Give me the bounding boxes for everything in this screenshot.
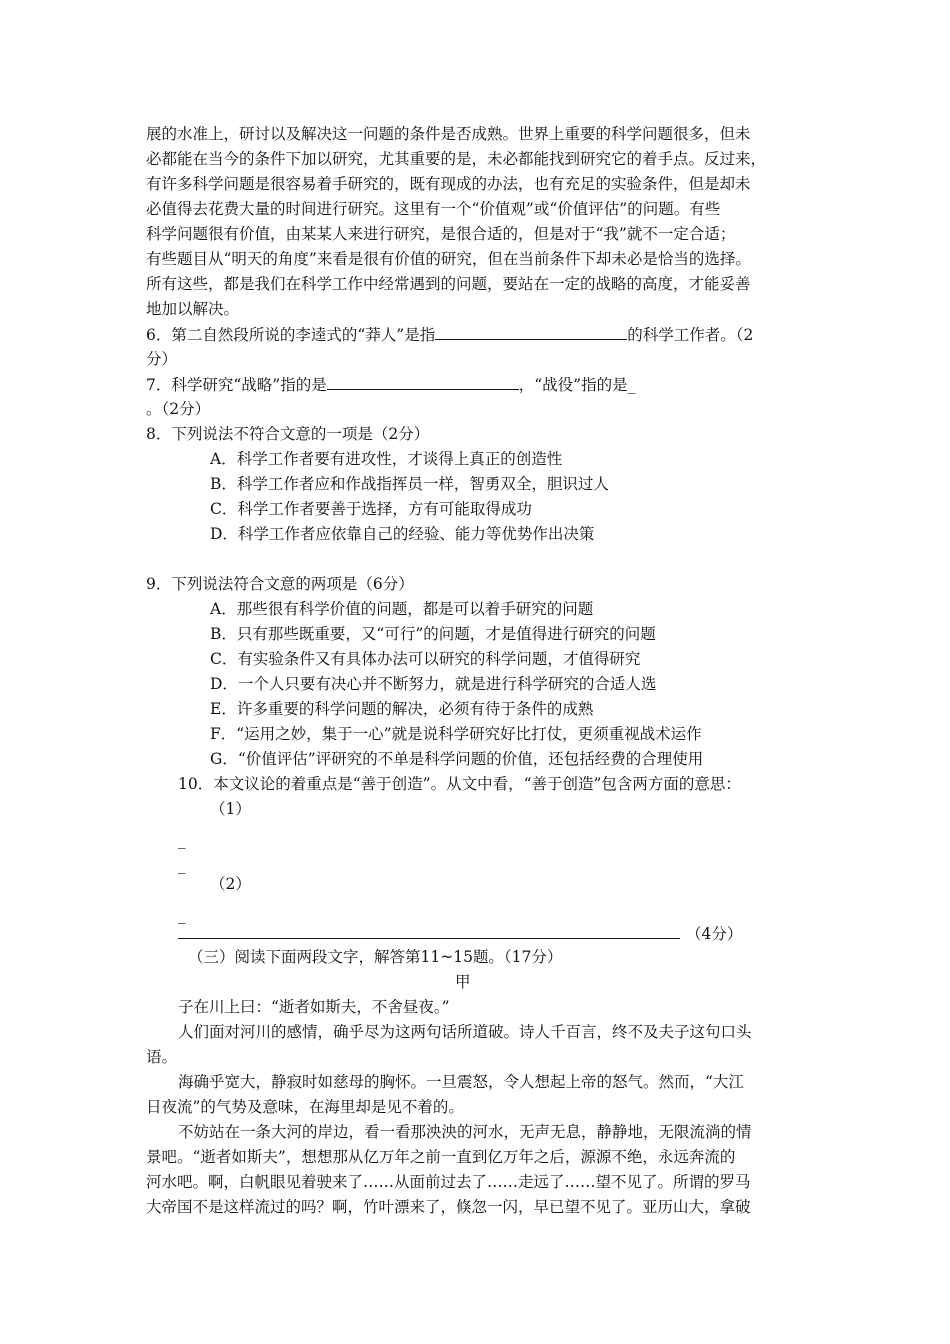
passage-line: 科学问题很有价值，由某某人来进行研究，是很合适的，但是对于“我”就不一定合适； — [146, 225, 736, 243]
question-7-continuation: 。（2分） — [146, 400, 211, 418]
option-g: G．“价值评估”评研究的不单是科学问题的价值，还包括经费的合理使用 — [210, 750, 704, 768]
question-8-stem: 8．下列说法不符合文意的一项是（2分） — [146, 425, 430, 443]
answer-line[interactable] — [178, 938, 680, 939]
question-10-score: （4分） — [686, 925, 743, 943]
passage-line: 河水吧。啊，白帆眼见着驶来了……从面前过去了……走远了……望不见了。所谓的罗马 — [146, 1173, 751, 1191]
passage-line: 所有这些，都是我们在科学工作中经常遇到的问题，要站在一定的战略的高度，才能妥善 — [146, 275, 751, 293]
option-c: C．科学工作者要善于选择，方有可能取得成功 — [210, 500, 532, 518]
passage-line: 地加以解决。 — [146, 300, 240, 318]
option-c: C．有实验条件又有具体办法可以研究的科学问题，才值得研究 — [210, 650, 641, 668]
question-7 — [146, 374, 635, 395]
question-6 — [146, 324, 753, 345]
passage-line: 人们面对河川的感情，确乎尽为这两句话所道破。诗人千百言，终不及夫子这句口头 — [178, 1023, 752, 1041]
passage-line: 子在川上曰：“逝者如斯夫，不舍昼夜。” — [178, 998, 450, 1016]
question-10-item-1: （1） — [210, 800, 251, 818]
option-a: A．那些很有科学价值的问题，都是可以着手研究的问题 — [210, 600, 594, 618]
passage-line: 有些题目从“明天的角度”来看是很有价值的研究，但在当前条件下却未必是恰当的选择。 — [146, 250, 751, 268]
option-b: B．科学工作者应和作战指挥员一样，智勇双全，胆识过人 — [210, 475, 609, 493]
answer-dash[interactable]: _ — [178, 856, 186, 874]
passage-line: 大帝国不是这样流过的吗？啊，竹叶漂来了，倏忽一闪，早已望不见了。亚历山大，拿破 — [146, 1198, 751, 1216]
section-heading: （三）阅读下面两段文字，解答第11~15题。（17分） — [188, 948, 563, 966]
passage-line: 必都能在当今的条件下加以研究，尤其重要的是，未必都能找到研究它的着手点。反过来， — [146, 150, 767, 168]
passage-line: 必值得去花费大量的时间进行研究。这里有一个“价值观”或“价值评估”的问题。有些 — [146, 200, 721, 218]
passage-line: 日夜流”的气势及意味，在海里却是见不着的。 — [146, 1098, 464, 1116]
answer-dash[interactable]: _ — [178, 906, 186, 924]
question-6-continuation: 分） — [146, 350, 178, 368]
option-e: E．许多重要的科学问题的解决，必须有待于条件的成熟 — [210, 700, 594, 718]
option-f: F．“运用之妙，集于一心”就是说科学研究好比打仗，更须重视战术运作 — [210, 725, 702, 743]
option-d: D．科学工作者应依靠自己的经验、能力等优势作出决策 — [210, 525, 595, 543]
passage-line: 语。 — [146, 1048, 178, 1066]
part-label: 甲 — [455, 973, 471, 991]
answer-blank[interactable] — [327, 374, 519, 390]
option-b: B．只有那些既重要，又“可行”的问题，才是值得进行研究的问题 — [210, 625, 656, 643]
question-6-prefix: 6．第二自然段所说的李逵式的“莽人”是指 — [146, 326, 436, 344]
question-7-middle: ，“战役”指的是_ — [518, 376, 636, 394]
passage-line: 景吧。“逝者如斯夫”，想想那从亿万年之前一直到亿万年之后，源源不绝，永远奔流的 — [146, 1148, 736, 1166]
passage-line: 展的水准上，研讨以及解决这一问题的条件是否成熟。世界上重要的科学问题很多，但未 — [146, 125, 751, 143]
question-10-stem: 10．本文议论的着重点是“善于创造”。从文中看，“善于创造”包含两方面的意思： — [178, 775, 741, 793]
question-6-suffix: 的科学工作者。（2 — [627, 326, 754, 344]
passage-line: 海确乎宽大，静寂时如慈母的胸怀。一旦震怒，令人想起上帝的怒气。然而，“大江 — [178, 1073, 744, 1091]
option-d: D．一个人只要有决心并不断努力，就是进行科学研究的合适人选 — [210, 675, 657, 693]
passage-line: 不妨站在一条大河的岸边，看一看那泱泱的河水，无声无息，静静地，无限流淌的情 — [178, 1123, 752, 1141]
question-7-prefix: 7．科学研究“战略”指的是 — [146, 376, 327, 394]
answer-dash[interactable]: _ — [178, 831, 186, 849]
answer-blank[interactable] — [435, 324, 627, 340]
passage-line: 有许多科学问题是很容易着手研究的，既有现成的办法，也有充足的实验条件，但是却未 — [146, 175, 751, 193]
option-a: A．科学工作者要有进攻性，才谈得上真正的创造性 — [210, 450, 563, 468]
question-10-item-2: （2） — [210, 875, 251, 893]
question-9-stem: 9．下列说法符合文意的两项是（6分） — [146, 575, 414, 593]
